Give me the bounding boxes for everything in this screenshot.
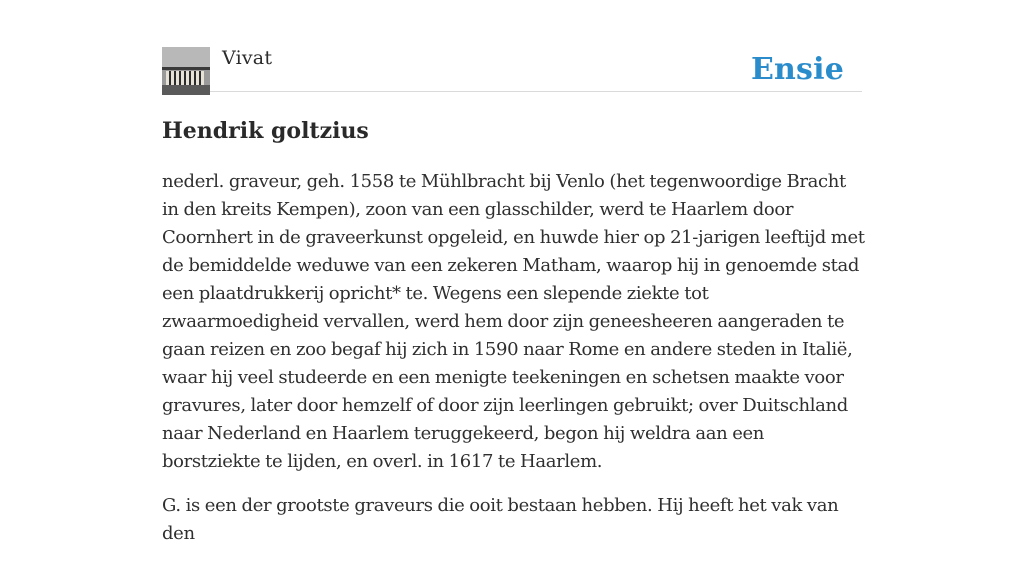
- entry-paragraph: G. is een der grootste graveurs die ooit bestaan hebben. Hij heeft het vak van den: [162, 495, 839, 544]
- ensie-logo-link[interactable]: Ensie: [750, 52, 844, 87]
- entry-paragraph: nederl. graveur, geh. 1558 te Mühlbracht bij Venlo (het tegenwoordige Bracht in den kreits Kempen), zoon van een glasschilder, werd te Haarlem door Coornhert in de graveerkunst opgeleid, en huwde hier op 21-jarigen leeftijd met de bemiddelde weduwe van een zekeren Matham, waarop hij in genoemde stad een plaatdrukkerij opricht* te. Wegens een slepende ziekte tot zwaarmoedigheid vervallen, werd hem door zijn geneesheeren aangeraden te gaan reizen en zoo begaf hij zich in 1590 naar Rome en andere steden in Italië, waar hij veel studeerde en een menigte teekeningen en schetsen maakte voor gravures, later door hemzelf of door zijn leerlingen gebruikt; over Duitschland naar Nederland en Haarlem teruggekeerd, begon hij weldra aan een borstziekte te lijden, en overl. in 1617 te Haarlem.: [162, 171, 865, 472]
- entry-title: Hendrik goltzius: [162, 118, 369, 144]
- source-name-link[interactable]: Vivat: [222, 47, 273, 69]
- typewriter-avatar-icon[interactable]: [162, 47, 210, 95]
- site-header: [162, 46, 862, 92]
- entry-body: [162, 168, 866, 564]
